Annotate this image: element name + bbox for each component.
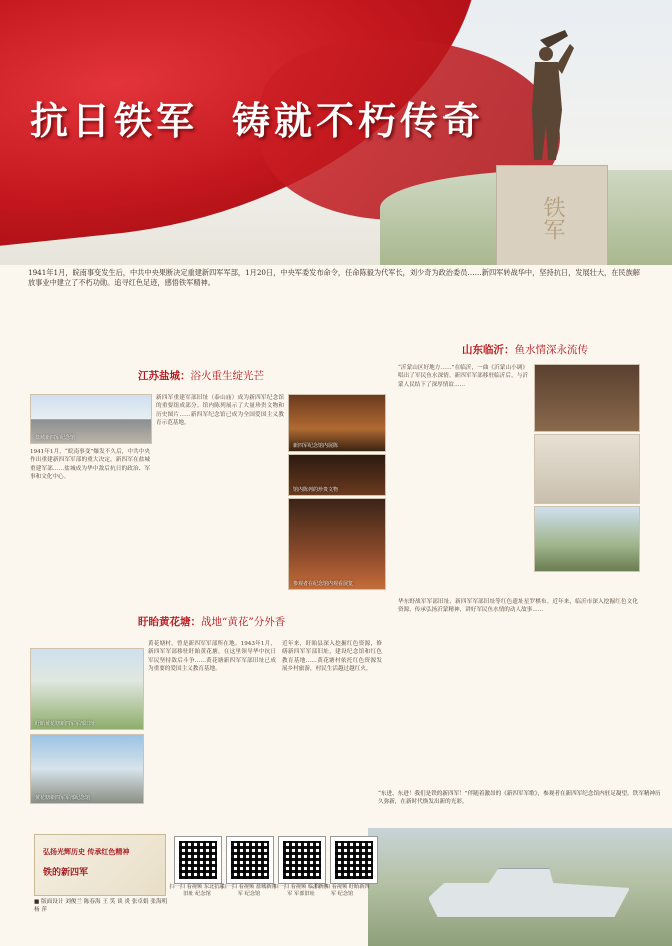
banner-title-part1: 抗日铁军 [30, 98, 199, 143]
qr-code-1[interactable] [174, 836, 222, 884]
jiangsu-body-right: 新四军重建军部旧址（泰山庙）成为新四军纪念馆的重要组成部分。馆内陈列展示了大量珍贵文物和历史图片……新四军纪念馆已成为全国爱国主义教育示范基地。 [156, 395, 284, 427]
banner [0, 0, 672, 265]
photo-huanghuatang-site [30, 648, 144, 730]
promo-ad [34, 834, 166, 896]
qr-code-3[interactable] [278, 836, 326, 884]
photo-caption: 盱眙黄花塘新四军军部旧址 [35, 721, 96, 727]
qr-code-4[interactable] [330, 836, 378, 884]
photo-relics [288, 454, 386, 496]
section-subtitle: 鱼水情深永流传 [514, 344, 588, 356]
ad-line-1: 弘扬光辉历史 传承红色精神 [43, 847, 130, 856]
photo-linyi-site [534, 506, 640, 572]
ship-graphic [428, 868, 630, 918]
credits: ■ 版面设计 刘俊兰 陈春海 王 笑 谈 炎 张卓娟 张海明 杨 萍 [34, 899, 168, 913]
bugler-statue-icon [520, 30, 580, 170]
ad-line-2: 铁的新四军 [43, 868, 89, 878]
photo-caption: 盐城新四军纪念馆 [35, 435, 76, 441]
photo-caption: 参观者在纪念馆内观看展览 [293, 581, 354, 587]
photo-exhibit-hall [288, 394, 386, 452]
pedestal-inscription: 铁军 [540, 196, 565, 240]
section-title-shandong [462, 342, 588, 357]
intro-paragraph: 1941年1月，皖南事变发生后，中共中央果断决定重建新四军军部，1月20日，中央军委发布命令，任命陈毅为代军长，刘少奇为政治委员……新四军转战华中，坚持抗日，发展壮大，在民族解放事业中建立了不朽功勋。追寻红色足迹，感悟铁军精神。 [28, 268, 640, 287]
qr-caption-1: 扫一扫 看视频 东北抗联旧址 纪念馆 [169, 884, 225, 897]
section-place: 山东临沂： [462, 344, 515, 356]
qr-caption-3: 扫一扫 看视频 临沂新四军 军部旧址 [273, 884, 329, 897]
section-title-jiangsu [138, 368, 264, 383]
photo-memorial-ship [368, 828, 672, 946]
qr-code-2[interactable] [226, 836, 274, 884]
photo-caption: 黄花塘新四军军部纪念馆 [35, 795, 91, 801]
xuyi-body-left: 黄花塘村，曾是新四军军部所在地。1943年1月，新四军军部移驻盱眙黄花塘，在这里领导华中抗日军民坚持敌后斗争……黄花塘新四军军部旧址已成为重要的爱国主义教育基地。 [148, 641, 276, 673]
photo-linyi-exhibit [534, 434, 640, 504]
shandong-quote: “东进、东进！我们是铁的新四军！”伴随着激昂的《新四军军歌》，参观者在新四军纪念馆内驻足凝望。铁军精神历久弥新，在新时代焕发出新的光彩。 [378, 791, 661, 806]
shandong-body-right: 华东野战军军部旧址、新四军军部旧址等红色遗址星罗棋布。近年来，临沂市深入挖掘红色文化资源，传承弘扬沂蒙精神，讲好军民鱼水情的动人故事…… [398, 599, 638, 614]
section-subtitle: 浴火重生绽光芒 [190, 370, 264, 382]
banner-title-part2: 铸就不朽传奇 [232, 98, 485, 143]
shandong-body-left: “沂蒙山区好地方……”在临沂，一曲《沂蒙山小调》唱出了军民鱼水深情。新四军军部移驻临沂后，与沂蒙人民结下了深厚情谊…… [398, 365, 528, 388]
photo-yancheng-museum [30, 394, 152, 444]
banner-title [30, 90, 484, 145]
xuyi-body-right: 近年来，盱眙县深入挖掘红色资源，修缮新四军军部旧址，建设纪念馆和红色教育基地……黄花塘村依托红色资源发展乡村旅游，村民生活越过越红火。 [282, 641, 382, 673]
photo-visitors [288, 498, 386, 590]
photo-huanghuatang-museum [30, 734, 144, 804]
photo-caption: 新四军纪念馆内展陈 [293, 443, 339, 449]
section-subtitle: 战地“黄花”分外香 [201, 616, 286, 628]
section-place: 盱眙黄花塘： [138, 616, 201, 628]
section-title-xuyi [138, 614, 285, 629]
qr-caption-4: 扫一扫 看视频 盱眙新四军 纪念馆 [314, 884, 370, 897]
section-place: 江苏盐城： [138, 370, 191, 382]
jiangsu-body-left: 1941年1月，“皖南事变”爆发不久后，中共中央作出重建新四军军部的重大决定，新四军在盐城重建军部……盐城成为华中敌后抗日的政治、军事和文化中心。 [30, 449, 150, 481]
monument-pedestal [496, 165, 608, 265]
qr-caption-2: 扫一扫 看视频 盐城新四军 纪念馆 [221, 884, 277, 897]
photo-linyi-room [534, 364, 640, 432]
photo-caption: 馆内陈列的珍贵文物 [293, 487, 339, 493]
